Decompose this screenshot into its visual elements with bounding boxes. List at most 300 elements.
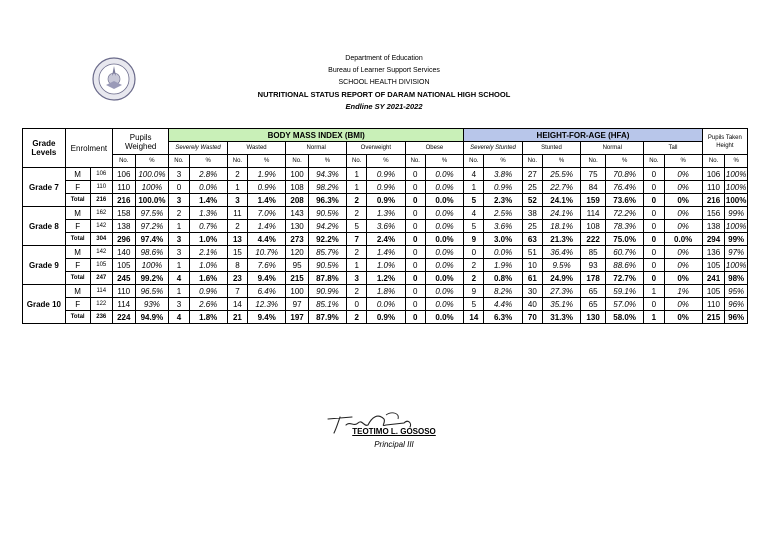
sex-cell: M	[65, 168, 90, 181]
value-cell-weighed: 158	[113, 207, 136, 220]
value-cell-st: 70	[522, 311, 542, 324]
value-cell-ss: 9	[464, 285, 484, 298]
table-row	[23, 285, 748, 298]
value-cell-tall-pct: 0%	[664, 194, 702, 207]
value-cell-th: 241	[702, 272, 725, 285]
enrolment-cell: 110	[90, 181, 113, 194]
value-cell-ss-pct: 3.0%	[484, 233, 522, 246]
enrolment-cell: 236	[90, 311, 113, 324]
value-cell-sw: 1	[169, 285, 189, 298]
enrolment-cell: 122	[90, 298, 113, 311]
value-cell-weighed-pct: 98.6%	[135, 246, 169, 259]
bureau-line: Bureau of Learner Support Services	[328, 67, 440, 74]
value-cell-ow-pct: 1.8%	[367, 285, 405, 298]
value-cell-nh-pct: 70.8%	[605, 168, 643, 181]
value-cell-ob-pct: 0.0%	[425, 194, 463, 207]
value-cell-sw-pct: 0.9%	[189, 285, 227, 298]
no-subheader: No.	[522, 155, 542, 168]
value-cell-nh-pct: 57.0%	[605, 298, 643, 311]
no-subheader: No.	[702, 155, 725, 168]
value-cell-st: 61	[522, 272, 542, 285]
sex-cell: F	[65, 298, 90, 311]
value-cell-st-pct: 22.7%	[542, 181, 580, 194]
value-cell-w-pct: 12.3%	[248, 298, 286, 311]
value-cell-weighed-pct: 97.2%	[135, 220, 169, 233]
value-cell-tall: 0	[644, 194, 664, 207]
value-cell-n: 143	[286, 207, 309, 220]
value-cell-ow-pct: 1.4%	[367, 246, 405, 259]
value-cell-ob: 0	[405, 259, 425, 272]
value-cell-ss-pct: 0.9%	[484, 181, 522, 194]
value-cell-nh: 159	[581, 194, 606, 207]
value-cell-n-pct: 96.3%	[308, 194, 346, 207]
value-cell-st: 51	[522, 246, 542, 259]
value-cell-n: 120	[286, 246, 309, 259]
table-row	[23, 181, 748, 194]
sex-cell: Total	[65, 272, 90, 285]
value-cell-w: 23	[227, 272, 247, 285]
value-cell-sw: 0	[169, 181, 189, 194]
value-cell-nh: 108	[581, 220, 606, 233]
value-cell-ss-pct: 0.0%	[484, 246, 522, 259]
value-cell-th-pct: 100%	[725, 182, 747, 192]
value-cell-ow: 1	[347, 168, 367, 181]
value-cell-th: 138	[702, 220, 725, 233]
value-cell-weighed: 114	[113, 298, 136, 311]
value-cell-w: 21	[227, 311, 247, 324]
value-cell-sw-pct: 1.0%	[189, 259, 227, 272]
value-cell-weighed-pct: 100.0%	[135, 168, 169, 181]
table-row	[23, 311, 748, 324]
value-cell-st: 25	[522, 181, 542, 194]
value-cell-tall: 0	[644, 168, 664, 181]
value-cell-w: 13	[227, 233, 247, 246]
value-cell-nh: 85	[581, 246, 606, 259]
value-cell-nh: 178	[581, 272, 606, 285]
value-cell-tall-pct: 0%	[664, 168, 702, 181]
value-cell-ow: 2	[347, 246, 367, 259]
sex-cell: Total	[65, 194, 90, 207]
no-subheader: No.	[113, 155, 136, 168]
value-cell-weighed: 106	[113, 168, 136, 181]
table-row	[23, 194, 748, 207]
no-subheader: No.	[347, 155, 367, 168]
value-cell-weighed-pct: 94.9%	[135, 311, 169, 324]
value-cell-sw-pct: 0.7%	[189, 220, 227, 233]
pct-subheader: %	[664, 155, 702, 168]
value-cell-tall: 0	[644, 220, 664, 233]
value-cell-n-pct: 85.7%	[308, 246, 346, 259]
value-cell-sw: 3	[169, 168, 189, 181]
value-cell-ow: 2	[347, 311, 367, 324]
value-cell-ob-pct: 0.0%	[425, 298, 463, 311]
table-row	[23, 272, 748, 285]
value-cell-sw-pct: 1.8%	[189, 311, 227, 324]
value-cell-nh-pct: 58.0%	[605, 311, 643, 324]
value-cell-tall-pct: 0%	[664, 272, 702, 285]
value-cell-ss-pct: 1.9%	[484, 259, 522, 272]
no-subheader: No.	[464, 155, 484, 168]
value-cell-w: 7	[227, 285, 247, 298]
value-cell-n: 208	[286, 194, 309, 207]
value-cell-th: 110	[702, 181, 725, 194]
value-cell-ob: 0	[405, 220, 425, 233]
value-cell-st-pct: 24.9%	[542, 272, 580, 285]
value-cell-th: 294	[702, 233, 725, 246]
value-cell-th: 156	[702, 207, 725, 220]
value-cell-th-pct: 95%	[725, 285, 748, 298]
hfa-header: HEIGHT-FOR-AGE (HFA)	[464, 129, 703, 142]
value-cell-ss-pct: 8.2%	[484, 285, 522, 298]
value-cell-th-pct: 97%	[725, 246, 748, 259]
value-cell-ss: 0	[464, 246, 484, 259]
header-row-1	[23, 129, 748, 142]
value-cell-st: 52	[522, 194, 542, 207]
value-cell-th: 215	[702, 311, 725, 324]
value-cell-nh: 75	[581, 168, 606, 181]
tall-header: Tall	[644, 142, 703, 155]
value-cell-ow-pct: 1.0%	[367, 259, 405, 272]
value-cell-n-pct: 92.2%	[308, 233, 346, 246]
value-cell-ss: 5	[464, 220, 484, 233]
value-cell-ss: 2	[464, 272, 484, 285]
value-cell-nh: 65	[581, 298, 606, 311]
value-cell-sw-pct: 0.0%	[189, 181, 227, 194]
value-cell-ow-pct: 0.9%	[367, 168, 405, 181]
value-cell-nh: 84	[581, 181, 606, 194]
severely-stunted-header: Severely Stunted	[464, 142, 523, 155]
value-cell-n-pct: 94.3%	[308, 168, 346, 181]
value-cell-th: 136	[702, 246, 725, 259]
enrolment-cell: 216	[90, 194, 113, 207]
value-cell-weighed-pct: 97.5%	[135, 207, 169, 220]
value-cell-ss-pct: 3.6%	[484, 220, 522, 233]
enrolment-cell: 142	[90, 220, 113, 233]
sex-cell: F	[65, 220, 90, 233]
value-cell-weighed: 140	[113, 246, 136, 259]
value-cell-n: 95	[286, 259, 309, 272]
value-cell-nh-pct: 59.1%	[605, 285, 643, 298]
value-cell-w-pct: 1.4%	[248, 220, 286, 233]
value-cell-tall: 1	[644, 311, 664, 324]
value-cell-ow-pct: 0.9%	[367, 194, 405, 207]
value-cell-st: 25	[522, 220, 542, 233]
value-cell-ob-pct: 0.0%	[425, 233, 463, 246]
value-cell-w: 11	[227, 207, 247, 220]
value-cell-sw: 2	[169, 207, 189, 220]
value-cell-ow: 2	[347, 285, 367, 298]
value-cell-w-pct: 0.9%	[248, 181, 286, 194]
value-cell-nh-pct: 72.7%	[605, 272, 643, 285]
value-cell-tall: 0	[644, 233, 664, 246]
value-cell-sw-pct: 2.1%	[189, 246, 227, 259]
enrolment-header: Enrolment	[65, 129, 112, 168]
value-cell-ow-pct: 0.9%	[367, 311, 405, 324]
value-cell-ob-pct: 0.0%	[425, 311, 463, 324]
value-cell-ob-pct: 0.0%	[425, 181, 463, 194]
value-cell-ob-pct: 0.0%	[425, 285, 463, 298]
value-cell-th-pct: 100%	[725, 169, 747, 179]
table-row	[23, 233, 748, 246]
value-cell-st-pct: 18.1%	[542, 220, 580, 233]
pupils-taken-height-header: Pupils Taken Height	[702, 129, 747, 155]
principal-name: TEOTIMO L. GOSOSO	[352, 427, 436, 436]
value-cell-weighed: 110	[113, 285, 136, 298]
value-cell-th-pct: 96%	[725, 298, 748, 311]
pct-subheader: %	[725, 155, 748, 168]
enrolment-cell: 114	[90, 285, 113, 298]
value-cell-sw-pct: 1.4%	[189, 194, 227, 207]
value-cell-w: 2	[227, 168, 247, 181]
value-cell-weighed-pct: 97.4%	[135, 233, 169, 246]
value-cell-tall-pct: 0%	[664, 298, 702, 311]
value-cell-ow: 2	[347, 207, 367, 220]
value-cell-weighed-pct: 99.2%	[135, 272, 169, 285]
value-cell-ow: 7	[347, 233, 367, 246]
sex-cell: Total	[65, 311, 90, 324]
value-cell-ow-pct: 1.2%	[367, 272, 405, 285]
header-row-3	[23, 155, 748, 168]
value-cell-ob: 0	[405, 207, 425, 220]
value-cell-w-pct: 4.4%	[248, 233, 286, 246]
value-cell-tall: 0	[644, 259, 664, 272]
value-cell-w: 1	[227, 181, 247, 194]
value-cell-ow-pct: 0.0%	[367, 298, 405, 311]
severely-wasted-header: Severely Wasted	[169, 142, 228, 155]
value-cell-weighed: 138	[113, 220, 136, 233]
value-cell-weighed-pct: 100%	[135, 181, 169, 194]
value-cell-ob: 0	[405, 181, 425, 194]
value-cell-nh-pct: 76.4%	[605, 181, 643, 194]
value-cell-sw: 3	[169, 246, 189, 259]
value-cell-weighed: 105	[113, 259, 136, 272]
pct-subheader: %	[189, 155, 227, 168]
pct-subheader: %	[135, 155, 169, 168]
value-cell-st-pct: 9.5%	[542, 259, 580, 272]
value-cell-tall: 0	[644, 298, 664, 311]
sex-cell: Total	[65, 233, 90, 246]
no-subheader: No.	[405, 155, 425, 168]
table-row	[23, 207, 748, 220]
value-cell-th-pct: 100%	[725, 260, 747, 270]
value-cell-n-pct: 90.5%	[308, 259, 346, 272]
value-cell-st-pct: 25.5%	[542, 168, 580, 181]
value-cell-ss-pct: 4.4%	[484, 298, 522, 311]
grade-levels-header: Grade Levels	[23, 129, 66, 168]
value-cell-ss: 5	[464, 194, 484, 207]
value-cell-th-pct: 98%	[725, 272, 748, 285]
value-cell-ss-pct: 3.8%	[484, 168, 522, 181]
value-cell-sw: 3	[169, 194, 189, 207]
value-cell-sw-pct: 2.8%	[189, 168, 227, 181]
value-cell-ow: 3	[347, 272, 367, 285]
value-cell-ss: 1	[464, 181, 484, 194]
value-cell-weighed-pct: 93%	[135, 298, 169, 311]
value-cell-ob-pct: 0.0%	[425, 259, 463, 272]
value-cell-weighed-pct: 96.5%	[135, 285, 169, 298]
value-cell-ob-pct: 0.0%	[425, 246, 463, 259]
value-cell-sw: 4	[169, 272, 189, 285]
value-cell-th: 105	[702, 259, 725, 272]
value-cell-st-pct: 31.3%	[542, 311, 580, 324]
value-cell-tall-pct: 0%	[664, 181, 702, 194]
value-cell-st: 38	[522, 207, 542, 220]
value-cell-w: 2	[227, 220, 247, 233]
value-cell-ss: 9	[464, 233, 484, 246]
value-cell-n-pct: 90.5%	[308, 207, 346, 220]
obese-header: Obese	[405, 142, 464, 155]
value-cell-th-pct: 96%	[725, 311, 748, 324]
no-subheader: No.	[644, 155, 664, 168]
value-cell-sw-pct: 1.0%	[189, 233, 227, 246]
value-cell-th-pct: 100%	[725, 221, 747, 231]
value-cell-w-pct: 1.9%	[248, 168, 286, 181]
value-cell-ob: 0	[405, 194, 425, 207]
value-cell-sw: 1	[169, 220, 189, 233]
value-cell-tall: 0	[644, 272, 664, 285]
value-cell-ob-pct: 0.0%	[425, 207, 463, 220]
value-cell-w-pct: 9.4%	[248, 272, 286, 285]
wasted-header: Wasted	[227, 142, 286, 155]
value-cell-n: 100	[286, 285, 309, 298]
value-cell-ss: 2	[464, 259, 484, 272]
value-cell-n-pct: 87.9%	[308, 311, 346, 324]
value-cell-sw: 1	[169, 259, 189, 272]
pupils-weighed-header: Pupils Weighed	[113, 129, 169, 155]
pct-subheader: %	[484, 155, 522, 168]
value-cell-ob: 0	[405, 233, 425, 246]
table-row	[23, 298, 748, 311]
report-title: NUTRITIONAL STATUS REPORT OF DARAM NATIONAL HIGH SCHOOL	[257, 90, 511, 99]
division-line: SCHOOL HEALTH DIVISION	[338, 79, 430, 86]
pct-subheader: %	[425, 155, 463, 168]
enrolment-cell: 142	[90, 246, 113, 259]
value-cell-w: 14	[227, 298, 247, 311]
grade-level-cell: Grade 7	[23, 168, 66, 207]
value-cell-n: 130	[286, 220, 309, 233]
value-cell-ob: 0	[405, 246, 425, 259]
value-cell-st-pct: 24.1%	[542, 207, 580, 220]
value-cell-weighed: 245	[113, 272, 136, 285]
value-cell-n: 97	[286, 298, 309, 311]
value-cell-ow: 2	[347, 194, 367, 207]
value-cell-w-pct: 9.4%	[248, 311, 286, 324]
value-cell-sw: 4	[169, 311, 189, 324]
value-cell-sw-pct: 2.6%	[189, 298, 227, 311]
stunted-header: Stunted	[522, 142, 581, 155]
value-cell-st-pct: 35.1%	[542, 298, 580, 311]
value-cell-st-pct: 21.3%	[542, 233, 580, 246]
value-cell-tall-pct: 1%	[664, 285, 702, 298]
value-cell-tall-pct: 0%	[664, 220, 702, 233]
pct-subheader: %	[248, 155, 286, 168]
value-cell-tall-pct: 0.0%	[664, 233, 702, 246]
value-cell-w: 3	[227, 194, 247, 207]
value-cell-ss-pct: 6.3%	[484, 311, 522, 324]
value-cell-ob-pct: 0.0%	[425, 272, 463, 285]
value-cell-sw-pct: 1.3%	[189, 207, 227, 220]
value-cell-ss: 4	[464, 168, 484, 181]
value-cell-ss-pct: 0.8%	[484, 272, 522, 285]
grade-level-cell: Grade 10	[23, 285, 66, 324]
value-cell-ow: 1	[347, 259, 367, 272]
bmi-header: BODY MASS INDEX (BMI)	[169, 129, 464, 142]
pct-subheader: %	[605, 155, 643, 168]
value-cell-th-pct: 99%	[725, 233, 748, 246]
value-cell-th-pct: 99%	[725, 207, 748, 220]
grade-level-cell: Grade 9	[23, 246, 66, 285]
value-cell-w: 8	[227, 259, 247, 272]
overweight-header: Overweight	[347, 142, 406, 155]
value-cell-tall: 1	[644, 285, 664, 298]
value-cell-ss-pct: 2.5%	[484, 207, 522, 220]
normal-hfa-header: Normal	[581, 142, 644, 155]
value-cell-ob-pct: 0.0%	[425, 168, 463, 181]
value-cell-ow-pct: 3.6%	[367, 220, 405, 233]
value-cell-ow-pct: 0.9%	[367, 181, 405, 194]
value-cell-nh-pct: 88.6%	[605, 259, 643, 272]
value-cell-ob: 0	[405, 298, 425, 311]
enrolment-cell: 162	[90, 207, 113, 220]
pct-subheader: %	[367, 155, 405, 168]
value-cell-th-pct: 100%	[725, 195, 747, 205]
report-subtitle: Endline SY 2021-2022	[345, 102, 423, 111]
no-subheader: No.	[227, 155, 247, 168]
department-line: Department of Education	[345, 55, 423, 62]
sex-cell: F	[65, 181, 90, 194]
value-cell-st: 27	[522, 168, 542, 181]
value-cell-nh: 222	[581, 233, 606, 246]
no-subheader: No.	[169, 155, 189, 168]
value-cell-nh: 65	[581, 285, 606, 298]
value-cell-st: 30	[522, 285, 542, 298]
value-cell-sw: 3	[169, 298, 189, 311]
value-cell-nh: 93	[581, 259, 606, 272]
enrolment-cell: 304	[90, 233, 113, 246]
table-row	[23, 246, 748, 259]
value-cell-n: 197	[286, 311, 309, 324]
value-cell-st: 63	[522, 233, 542, 246]
value-cell-nh-pct: 78.3%	[605, 220, 643, 233]
value-cell-st: 40	[522, 298, 542, 311]
value-cell-tall-pct: 0%	[664, 259, 702, 272]
no-subheader: No.	[581, 155, 606, 168]
value-cell-nh-pct: 60.7%	[605, 246, 643, 259]
value-cell-tall: 0	[644, 246, 664, 259]
table-row	[23, 220, 748, 233]
value-cell-weighed: 296	[113, 233, 136, 246]
table-row	[23, 168, 748, 181]
value-cell-weighed: 224	[113, 311, 136, 324]
value-cell-n-pct: 94.2%	[308, 220, 346, 233]
value-cell-weighed: 216	[113, 194, 136, 207]
value-cell-n-pct: 87.8%	[308, 272, 346, 285]
value-cell-th: 106	[702, 168, 725, 181]
pct-subheader: %	[542, 155, 580, 168]
value-cell-n-pct: 85.1%	[308, 298, 346, 311]
value-cell-w-pct: 7.0%	[248, 207, 286, 220]
value-cell-n: 100	[286, 168, 309, 181]
value-cell-weighed: 110	[113, 181, 136, 194]
enrolment-cell: 105	[90, 259, 113, 272]
value-cell-ss: 5	[464, 298, 484, 311]
value-cell-weighed-pct: 100%	[135, 259, 169, 272]
grade-level-cell: Grade 8	[23, 207, 66, 246]
value-cell-n: 108	[286, 181, 309, 194]
value-cell-n: 215	[286, 272, 309, 285]
no-subheader: No.	[286, 155, 309, 168]
value-cell-w-pct: 7.6%	[248, 259, 286, 272]
